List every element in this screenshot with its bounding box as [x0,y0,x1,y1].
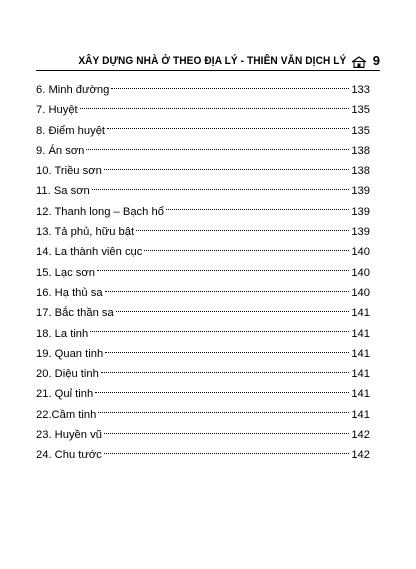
toc-entry-label: 10. Triều sơn [36,165,102,178]
toc-entry-page: 141 [351,347,370,360]
toc-entry[interactable] [36,141,370,161]
toc-entry-page: 141 [351,408,370,421]
toc-entry-label: 12. Thanh long – Bạch hổ [36,205,164,218]
toc-entry[interactable] [36,263,370,283]
toc-entry-page: 140 [351,286,370,299]
toc-entry-page: 141 [351,307,370,320]
dot-leader [107,128,349,129]
toc-entry-label: 16. Hạ thủ sa [36,286,103,299]
house-icon [351,55,367,67]
toc-entry[interactable] [36,242,370,262]
dot-leader [92,189,350,190]
toc-entry-label: 19. Quan tinh [36,347,104,360]
toc-entry-page: 142 [351,449,370,462]
toc-entry-label: 17. Bắc thần sa [36,307,114,320]
dot-leader [98,412,349,413]
toc-entry-label: 24. Chu tước [36,449,102,462]
toc-entry[interactable] [36,303,370,323]
toc-entry[interactable] [36,445,370,465]
toc-entry[interactable] [36,425,370,445]
toc-entry-label: 18. La tinh [36,327,89,340]
page-number: 9 [372,53,380,68]
toc-entry[interactable] [36,364,370,384]
toc-entry-page: 140 [351,246,370,259]
toc-entry-label: 9. Án sơn [36,144,85,157]
dot-leader [166,209,349,210]
running-header-title: XÂY DỰNG NHÀ Ở THEO ĐỊA LÝ - THIÊN VĂN DỊCH LÝ [78,55,347,67]
toc-entry[interactable] [36,222,370,242]
toc-entry-label: 23. Huyền vũ [36,429,102,442]
dot-leader [104,433,349,434]
toc-entry-label: 20. Diệu tinh [36,368,99,381]
dot-leader [80,108,350,109]
dot-leader [111,88,349,89]
toc-entry-page: 133 [351,84,370,96]
toc-entry[interactable] [36,384,370,404]
toc-entry[interactable] [36,121,370,141]
toc-entry-label: 6. Minh đường [36,84,110,96]
toc-entry[interactable] [36,161,370,181]
dot-leader [136,230,349,231]
toc-entry-label: 21. Quỉ tinh [36,388,94,401]
toc-entry-page: 139 [351,205,370,218]
toc-entry[interactable] [36,80,370,100]
toc-entry-page: 141 [351,327,370,340]
toc-entry-page: 139 [351,226,370,239]
dot-leader [144,250,349,251]
dot-leader [86,149,349,150]
toc-entry-page: 141 [351,368,370,381]
running-header [36,46,380,68]
toc-entry-label: 11. Sa sơn [36,185,90,198]
toc-entry-label: 13. Tả phủ, hữu bật [36,226,135,239]
dot-leader [116,311,350,312]
toc-entry-label: 7. Huyệt [36,104,78,117]
toc-entry-label: 15. Lạc sơn [36,266,95,279]
toc-entry[interactable] [36,100,370,120]
toc-entry-label: 14. La thành viên cục [36,246,143,259]
toc-entry-page: 139 [351,185,370,198]
dot-leader [105,291,350,292]
toc-entry-page: 140 [351,266,370,279]
toc-entry-page: 141 [351,388,370,401]
dot-leader [90,331,349,332]
header-rule [36,70,380,71]
toc-entry-page: 135 [351,124,370,137]
toc-entry-page: 135 [351,104,370,117]
toc-entry[interactable] [36,181,370,201]
toc-entry-page: 142 [351,429,370,442]
dot-leader [104,453,350,454]
toc-entry[interactable] [36,283,370,303]
toc-entry[interactable] [36,344,370,364]
toc-entry-page: 138 [351,144,370,157]
dot-leader [104,169,350,170]
table-of-contents [36,80,370,466]
toc-entry[interactable] [36,405,370,425]
dot-leader [101,372,350,373]
dot-leader [95,392,349,393]
toc-entry[interactable] [36,324,370,344]
dot-leader [105,352,349,353]
toc-entry[interactable] [36,202,370,222]
toc-entry-page: 138 [351,165,370,178]
toc-entry-label: 22.Cầm tinh [36,408,97,421]
toc-entry-label: 8. Điểm huyệt [36,124,106,137]
dot-leader [97,270,349,271]
